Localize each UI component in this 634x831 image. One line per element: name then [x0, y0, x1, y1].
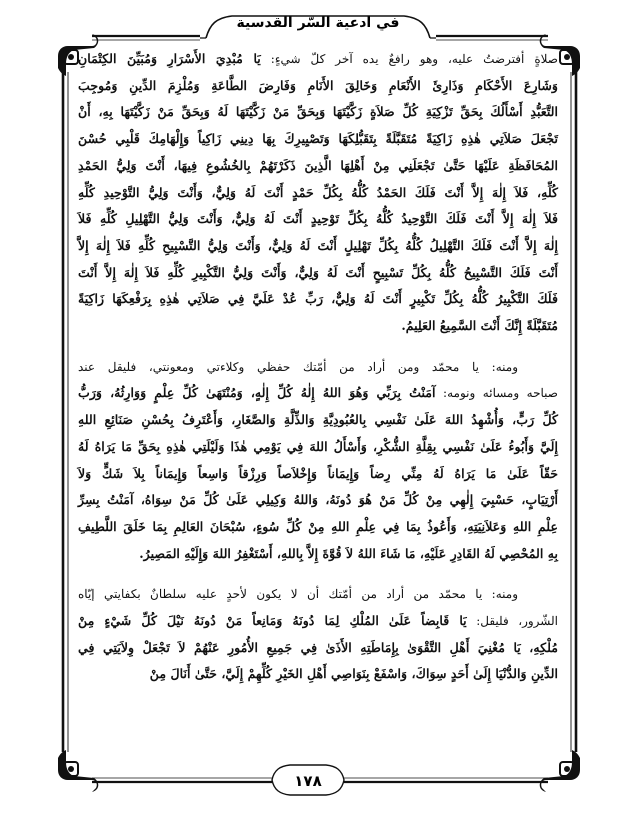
text-line — [78, 206, 558, 233]
text-line — [78, 461, 558, 488]
supplication-text: وَشَارِعَ الأَحْكَامِ وَذَارِئَ الأَنْعَامِ وَخَالِقَ الأَنَامِ وَفَارِضَ الطَّاعَةِ وَمُلْزِمَ الدِّينِ وَمُوجِبَ — [78, 77, 558, 93]
header-title: في ادعية السّر القدسية — [236, 15, 400, 31]
running-header — [206, 8, 430, 38]
page-body — [78, 46, 558, 764]
text-line — [78, 635, 558, 662]
supplication-text: المُحَافَظَةِ عَلَيْهَا حَتَّىٰ تَجْعَلَنِي مِنْ أَهْلِهَا الَّذِينَ ذَكَرْتَهُمْ بِالخُشُوعِ فِيهَا، أَنْتَ وَلِيُّ الحَمْدِ — [78, 157, 558, 173]
text-line — [78, 434, 558, 461]
supplication-text: حَقّاً عَلَىٰ مَا يَرَاهُ لَهُ مِنِّي رِضاً وَإِيمَاناً وَإِخْلاَصاً وَرِزْقاً وَاسِعاً وَإِيمَاناً بِلاَ شَكٍّ وَلاَ — [78, 465, 558, 481]
text-line — [78, 233, 558, 260]
supplication-text: إِلٰهَ إِلاَّ أَنْتَ فَلَكَ التَّهْلِيلُ كُلُّهُ بِكُلِّ تَهْلِيلٍ أَنْتَ لَهُ وَلِيٌّ، وَأَنْتَ وَلِيُّ التَّسْبِيحِ كُلِّهِ فَلاَ إِلٰهَ إِلاَّ — [78, 237, 558, 253]
supplication-text: عِلْمِ اللهِ وَعَلاَنِيَتِهِ، وَأَعُوذُ بِمَا فِي عِلْمِ اللهِ مِنْ كُلِّ سُوءٍ، سُبْحَانَ العَالِمِ بِمَا خَلَقَ اللَّطِيفِ — [78, 518, 558, 534]
supplication-text: أَرْتِيَابٍ، حَسْبِيَ إِلٰهِي مِنْ كُلِّ مَنْ هُوَ دُونَهُ، وَاللهُ وَكِيلِي عَلَىٰ كُلِّ مَنْ سِوَاهُ، آمَنْتُ بِسِرِّ — [78, 492, 558, 508]
supplication-text: يَا قَابِضاً عَلَىٰ المُلْكِ لِمَا دُونَهُ وَمَانِعاً مَنْ دُونَهُ نَيْلَ كُلِّ شَيْءٍ مِنْ — [78, 613, 467, 629]
paragraph — [78, 354, 558, 568]
text-line — [78, 46, 558, 73]
supplication-text: كُلِّ رَبٍّ، وَأُشْهِدُ اللهَ عَلَىٰ نَفْسِي بِالعُبُودِيَّةِ وَالذِّلَّةِ وَالصَّغَارِ، وَأَعْتَرِفُ بِحُسْنِ صَنَائِعِ اللهِ — [78, 412, 558, 428]
text-line — [78, 180, 558, 207]
supplication-text: فَلَكَ التَّكْبِيرُ كُلُّهُ بِكُلِّ تَكْبِيرٍ أَنْتَ لَهُ وَلِيٌّ، رَبِّ عُدْ عَلَيَّ فِي صَلاَتِي هٰذِهِ بِرَفْعِكَهَا زَاكِيَةً — [78, 291, 558, 307]
narration-text: صلاةٍ أفترضتُ عليه، وهو رافعٌ يده آخر كلّ شيءٍ: — [260, 52, 558, 66]
supplication-text: إِلَيَّ وَأَبُوءُ عَلَىٰ نَفْسِي بِقِلَّةِ الشُّكْرِ، وَأَسْأَلُ اللهَ فِي يَوْمِي هٰذَا وَلَيْلَتِي هٰذِهِ بِحَقِّ مَا يَرَاهُ لَهُ — [78, 438, 558, 454]
page-number: ١٧٨ — [294, 772, 322, 790]
text-line — [78, 73, 558, 100]
text-line — [78, 313, 558, 340]
text-line — [78, 153, 558, 180]
paragraph — [78, 581, 558, 688]
supplication-text: كُلِّهِ، فَلاَ إِلٰهَ إِلاَّ أَنْتَ فَلَكَ الحَمْدُ كُلُّهُ بِكُلِّ حَمْدٍ أَنْتَ لَهُ وَلِيٌّ، وَأَنْتَ وَلِيُّ التَّوْحِيدِ كُلِّهِ — [78, 184, 558, 200]
text-line — [78, 407, 558, 434]
text-line — [78, 260, 558, 287]
supplication-text: يَا مُبْدِيَ الأَسْرَارِ وَمُبَيِّنَ الكِتْمَانِ — [78, 51, 261, 66]
supplication-text: فَلاَ إِلٰهَ إِلاَّ أَنْتَ فَلَكَ التَّوْحِيدُ كُلُّهُ بِكُلِّ تَوْحِيدٍ أَنْتَ لَهُ وَلِيٌّ، وَأَنْتَ وَلِيُّ التَّهْلِيلِ كُلِّهِ فَلاَ — [78, 211, 558, 227]
text-line — [78, 286, 558, 313]
narration-text: صباحه ومسائه ونومه: — [435, 386, 558, 401]
text-line — [78, 354, 558, 381]
paragraph — [78, 46, 558, 340]
supplication-text: آمَنْتُ بِرَبِّي وَهُوَ اللهُ إِلٰهُ كُلِّ إِلٰهٍ، وَمُنْتَهَىٰ كُلِّ عِلْمٍ وَوَارِثُهُ، وَرَبُّ — [78, 385, 436, 401]
text-line — [78, 126, 558, 153]
supplication-text: مُلْكِهِ، يَا مُغْنِيَ أَهْلِ التَّقْوَىٰ بِإِمَاطَتِهِ الأَذَىٰ فِي جَمِيعِ الأُمُورِ عَنْهُمْ لاَ تَجْعَلْ وِلاَيَتِي فِي — [78, 639, 558, 655]
text-line — [78, 99, 558, 126]
text-line — [78, 487, 558, 514]
narration-text: ومنه: يا محمّد ومن أراد من أمّتك حفظي وكلاءتي ومعونتي، فليقل عند — [78, 359, 518, 374]
supplication-text: التَّعَبُّدِ أَسْأَلُكَ بِحَقِّ تَزْكِيَةِ كُلِّ صَلاَةٍ زَكَّيْتَهَا وَبِحَقِّ مَنْ زَكَّيْتَهَا لَهُ وَبِحَقِّ مَنْ زَكَّيْتَهَا بِهِ، أَنْ — [78, 104, 558, 120]
text-line — [78, 661, 558, 688]
supplication-text: أَنْتَ فَلَكَ التَّسْبِيحُ كُلُّهُ بِكُلِّ تَسْبِيحٍ أَنْتَ لَهُ وَلِيٌّ، وَأَنْتَ وَلِيُّ التَّكْبِيرِ كُلِّهِ فَلاَ إِلٰهَ إِلاَّ أَنْتَ — [78, 264, 558, 280]
narration-text: الشّرور، فليقل: — [466, 614, 558, 629]
text-line — [78, 380, 558, 407]
text-line — [78, 608, 558, 635]
supplication-text: مُتَقَبَّلَةً إِنَّكَ أَنْتَ السَّمِيعُ العَلِيمُ. — [401, 318, 558, 334]
page-number-cartouche — [276, 768, 340, 794]
text-line — [78, 514, 558, 541]
supplication-text: الدِّينِ وَالدُّنْيَا إِلَىٰ أَحَدٍ سِوَاكَ، وَاسْفَعْ بِنَوَاصِي أَهْلِ الخَيْرِ كُلِّهِمْ إِلَيَّ، حَتَّىٰ أَنَالَ مِنْ — [149, 666, 558, 682]
narration-text: ومنه: يا محمّد من أراد من أمّتك أن لا يكون لأحدٍ عليه سلطانٌ بكفايتي إيّاه — [78, 587, 518, 602]
supplication-text: تَجْعَلَ صَلاَتِي هٰذِهِ زَاكِيَةً مُتَقَبَّلَةً بِتَقَبُّلِكَهَا وَتَصْيِيرِكَ بِهَا دِينِي زَاكِياً وَإِلْهَامِكَ قَلْبِي حُسْنَ — [78, 131, 558, 147]
text-line — [78, 581, 558, 608]
supplication-text: بِهِ المُحْصِي لَهُ القَادِرِ عَلَيْهِ، مَا شَاءَ اللهُ لاَ قُوَّةَ إِلاَّ بِاللهِ، أَسْتَغْفِرُ اللهَ وَإِلَيْهِ المَصِيرُ. — [139, 545, 558, 561]
text-line — [78, 541, 558, 568]
